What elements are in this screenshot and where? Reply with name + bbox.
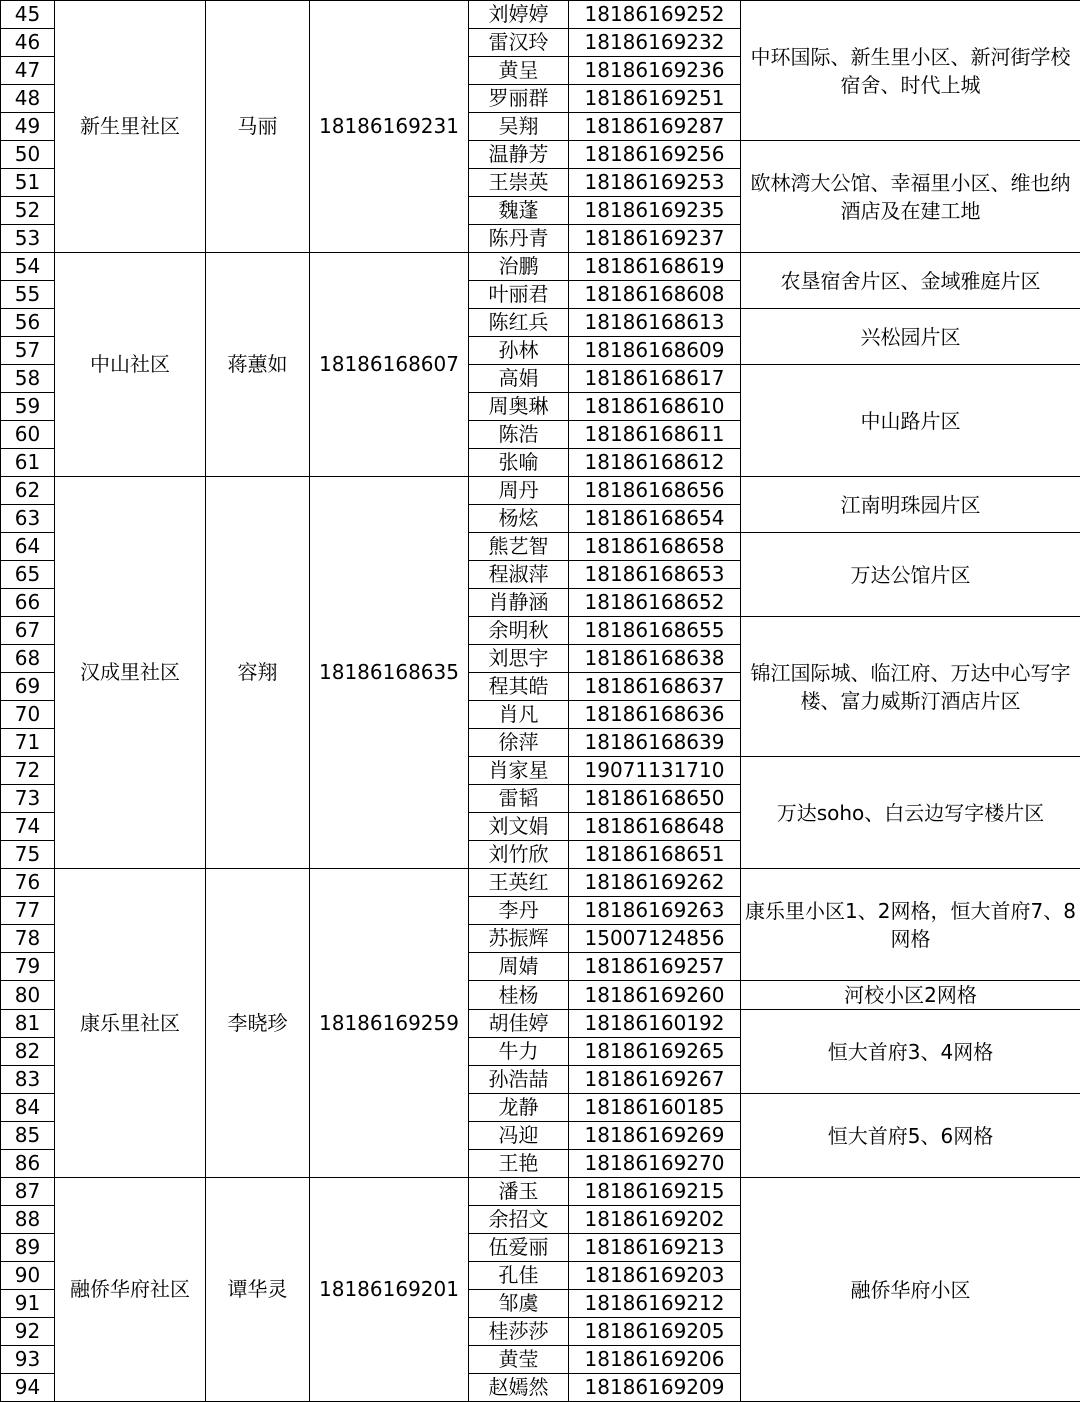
row-number: 47 [1,57,55,85]
coverage-area: 康乐里小区1、2网格，恒大首府7、8网格 [741,869,1080,981]
row-number: 85 [1,1122,55,1150]
row-number: 54 [1,253,55,281]
grid-worker-name: 肖家星 [469,757,569,785]
grid-worker-name: 陈丹青 [469,225,569,253]
table-row [1,477,1080,505]
community-name: 新生里社区 [55,1,206,253]
community-leader-phone: 18186169231 [310,1,469,253]
grid-worker-name: 程其皓 [469,673,569,701]
grid-worker-phone: 19071131710 [569,757,741,785]
grid-worker-phone: 18186169202 [569,1206,741,1234]
row-number: 48 [1,85,55,113]
grid-worker-name: 程淑萍 [469,561,569,589]
grid-worker-phone: 18186169267 [569,1066,741,1094]
grid-worker-phone: 18186168608 [569,281,741,309]
grid-worker-name: 胡佳婷 [469,1010,569,1038]
grid-worker-phone: 18186168652 [569,589,741,617]
community-leader-phone: 18186168607 [310,253,469,477]
grid-worker-name: 余明秋 [469,617,569,645]
grid-worker-phone: 18186169262 [569,869,741,897]
row-number: 82 [1,1038,55,1066]
grid-worker-phone: 18186169203 [569,1262,741,1290]
coverage-area: 万达soho、白云边写字楼片区 [741,757,1080,869]
community-leader: 马丽 [206,1,310,253]
grid-worker-phone: 18186168619 [569,253,741,281]
grid-worker-phone: 18186169236 [569,57,741,85]
row-number: 83 [1,1066,55,1094]
community-leader-phone: 18186169201 [310,1178,469,1402]
row-number: 45 [1,1,55,29]
grid-worker-name: 孔佳 [469,1262,569,1290]
grid-worker-phone: 18186169270 [569,1150,741,1178]
grid-worker-name: 周奥琳 [469,393,569,421]
grid-worker-name: 叶丽君 [469,281,569,309]
grid-worker-phone: 18186168609 [569,337,741,365]
community-leader: 蒋蕙如 [206,253,310,477]
community-leader: 谭华灵 [206,1178,310,1402]
community-name: 融侨华府社区 [55,1178,206,1402]
grid-worker-name: 温静芳 [469,141,569,169]
grid-worker-name: 罗丽群 [469,85,569,113]
row-number: 90 [1,1262,55,1290]
grid-worker-phone: 18186168637 [569,673,741,701]
grid-worker-name: 赵嫣然 [469,1374,569,1402]
grid-worker-phone: 18186169235 [569,197,741,225]
row-number: 61 [1,449,55,477]
grid-worker-name: 张喻 [469,449,569,477]
grid-worker-name: 吴翔 [469,113,569,141]
grid-worker-name: 龙静 [469,1094,569,1122]
grid-worker-phone: 18186169269 [569,1122,741,1150]
grid-worker-name: 周婧 [469,953,569,981]
coverage-area: 恒大首府5、6网格 [741,1094,1080,1178]
coverage-area: 江南明珠园片区 [741,477,1080,533]
row-number: 73 [1,785,55,813]
row-number: 93 [1,1346,55,1374]
community-name: 康乐里社区 [55,869,206,1178]
grid-worker-phone: 18186169251 [569,85,741,113]
row-number: 87 [1,1178,55,1206]
grid-worker-phone: 18186168610 [569,393,741,421]
row-number: 63 [1,505,55,533]
row-number: 80 [1,981,55,1010]
grid-worker-phone: 18186169256 [569,141,741,169]
row-number: 86 [1,1150,55,1178]
row-number: 94 [1,1374,55,1402]
grid-worker-phone: 18186169206 [569,1346,741,1374]
coverage-area: 锦江国际城、临江府、万达中心写字楼、富力威斯汀酒店片区 [741,617,1080,757]
grid-worker-phone: 18186168648 [569,813,741,841]
grid-worker-phone: 18186168636 [569,701,741,729]
grid-worker-name: 王英红 [469,869,569,897]
grid-worker-name: 苏振辉 [469,925,569,953]
row-number: 58 [1,365,55,393]
community-leader: 李晓珍 [206,869,310,1178]
grid-worker-phone: 18186168639 [569,729,741,757]
grid-worker-phone: 18186169205 [569,1318,741,1346]
row-number: 51 [1,169,55,197]
grid-worker-name: 徐萍 [469,729,569,757]
grid-worker-name: 邹虞 [469,1290,569,1318]
coverage-area: 融侨华府小区 [741,1178,1080,1402]
coverage-area: 万达公馆片区 [741,533,1080,617]
grid-worker-phone: 18186168658 [569,533,741,561]
table-row [1,869,1080,897]
grid-worker-name: 周丹 [469,477,569,505]
grid-worker-phone: 18186169260 [569,981,741,1010]
row-number: 53 [1,225,55,253]
grid-worker-name: 刘思宇 [469,645,569,673]
grid-worker-name: 冯迎 [469,1122,569,1150]
row-number: 49 [1,113,55,141]
grid-worker-phone: 18186168656 [569,477,741,505]
grid-worker-name: 陈浩 [469,421,569,449]
row-number: 56 [1,309,55,337]
grid-worker-name: 熊艺智 [469,533,569,561]
grid-worker-phone: 18186169253 [569,169,741,197]
grid-worker-name: 高娟 [469,365,569,393]
grid-worker-phone: 18186169287 [569,113,741,141]
row-number: 70 [1,701,55,729]
row-number: 81 [1,1010,55,1038]
grid-worker-phone: 18186168650 [569,785,741,813]
table-row [1,1,1080,29]
grid-worker-phone: 18186160185 [569,1094,741,1122]
grid-worker-name: 孙浩喆 [469,1066,569,1094]
row-number: 52 [1,197,55,225]
grid-worker-name: 肖静涵 [469,589,569,617]
grid-worker-phone: 15007124856 [569,925,741,953]
row-number: 79 [1,953,55,981]
row-number: 75 [1,841,55,869]
row-number: 57 [1,337,55,365]
grid-worker-phone: 18186168613 [569,309,741,337]
grid-worker-name: 肖凡 [469,701,569,729]
row-number: 78 [1,925,55,953]
grid-worker-name: 潘玉 [469,1178,569,1206]
grid-worker-phone: 18186168638 [569,645,741,673]
row-number: 50 [1,141,55,169]
grid-worker-name: 黄呈 [469,57,569,85]
table-body [1,1,1080,1402]
grid-worker-phone: 18186168617 [569,365,741,393]
row-number: 59 [1,393,55,421]
coverage-area: 河校小区2网格 [741,981,1080,1010]
grid-worker-name: 余招文 [469,1206,569,1234]
row-number: 76 [1,869,55,897]
grid-worker-phone: 18186168654 [569,505,741,533]
grid-worker-name: 刘文娟 [469,813,569,841]
community-leader-phone: 18186168635 [310,477,469,869]
community-name: 中山社区 [55,253,206,477]
grid-worker-phone: 18186169263 [569,897,741,925]
grid-worker-phone: 18186169232 [569,29,741,57]
grid-worker-phone: 18186169213 [569,1234,741,1262]
row-number: 84 [1,1094,55,1122]
community-leader: 容翔 [206,477,310,869]
row-number: 71 [1,729,55,757]
row-number: 66 [1,589,55,617]
grid-worker-phone: 18186168655 [569,617,741,645]
row-number: 67 [1,617,55,645]
row-number: 91 [1,1290,55,1318]
row-number: 62 [1,477,55,505]
row-number: 92 [1,1318,55,1346]
grid-worker-name: 牛力 [469,1038,569,1066]
row-number: 89 [1,1234,55,1262]
grid-worker-phone: 18186168651 [569,841,741,869]
grid-worker-name: 王艳 [469,1150,569,1178]
grid-worker-phone: 18186160192 [569,1010,741,1038]
grid-worker-phone: 18186169212 [569,1290,741,1318]
row-number: 88 [1,1206,55,1234]
grid-worker-name: 治鹏 [469,253,569,281]
grid-worker-name: 雷韬 [469,785,569,813]
grid-worker-phone: 18186169237 [569,225,741,253]
grid-worker-phone: 18186169215 [569,1178,741,1206]
row-number: 64 [1,533,55,561]
grid-worker-name: 桂莎莎 [469,1318,569,1346]
grid-worker-name: 王崇英 [469,169,569,197]
grid-worker-name: 伍爱丽 [469,1234,569,1262]
coverage-area: 兴松园片区 [741,309,1080,365]
coverage-area: 中山路片区 [741,365,1080,477]
row-number: 55 [1,281,55,309]
grid-worker-name: 刘婷婷 [469,1,569,29]
row-number: 74 [1,813,55,841]
grid-worker-name: 陈红兵 [469,309,569,337]
coverage-area: 农垦宿舍片区、金域雅庭片区 [741,253,1080,309]
row-number: 60 [1,421,55,449]
table-row [1,253,1080,281]
grid-worker-name: 刘竹欣 [469,841,569,869]
grid-worker-name: 魏蓬 [469,197,569,225]
row-number: 77 [1,897,55,925]
grid-worker-name: 黄莹 [469,1346,569,1374]
row-number: 69 [1,673,55,701]
community-name: 汉成里社区 [55,477,206,869]
row-number: 68 [1,645,55,673]
grid-worker-name: 李丹 [469,897,569,925]
grid-worker-name: 桂杨 [469,981,569,1010]
coverage-area: 恒大首府3、4网格 [741,1010,1080,1094]
grid-worker-phone: 18186168611 [569,421,741,449]
coverage-area: 中环国际、新生里小区、新河街学校宿舍、时代上城 [741,1,1080,141]
grid-worker-phone: 18186168612 [569,449,741,477]
grid-worker-name: 雷汉玲 [469,29,569,57]
grid-worker-name: 孙林 [469,337,569,365]
grid-worker-phone: 18186169252 [569,1,741,29]
table-row [1,1178,1080,1206]
grid-worker-phone: 18186169265 [569,1038,741,1066]
grid-worker-phone: 18186169257 [569,953,741,981]
grid-worker-phone: 18186169209 [569,1374,741,1402]
grid-worker-phone: 18186168653 [569,561,741,589]
coverage-area: 欧林湾大公馆、幸福里小区、维也纳酒店及在建工地 [741,141,1080,253]
row-number: 72 [1,757,55,785]
row-number: 65 [1,561,55,589]
grid-worker-name: 杨炫 [469,505,569,533]
row-number: 46 [1,29,55,57]
community-leader-phone: 18186169259 [310,869,469,1178]
